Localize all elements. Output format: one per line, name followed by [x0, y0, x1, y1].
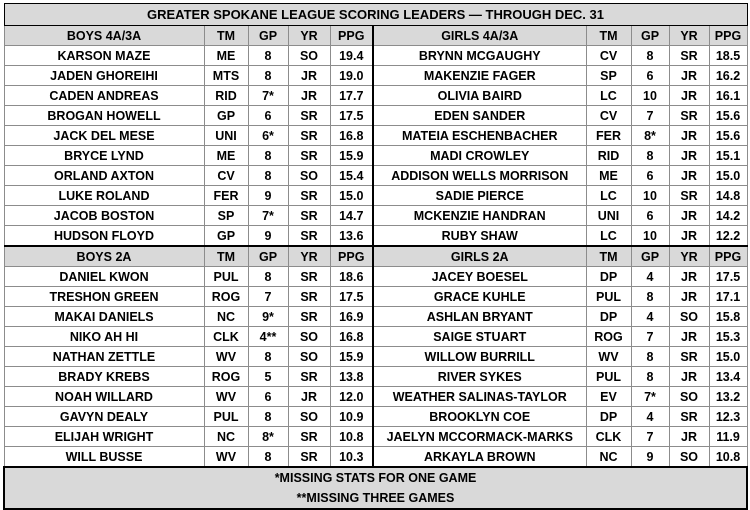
year: JR	[669, 146, 709, 166]
table-row	[4, 347, 747, 367]
column-header-gp: GP	[631, 26, 669, 46]
table-row	[4, 86, 747, 106]
year: SR	[288, 307, 330, 327]
footnote: *MISSING STATS FOR ONE GAME	[274, 471, 477, 485]
team: MTS	[204, 66, 248, 86]
division-name: GIRLS 2A	[373, 246, 586, 267]
year: SR	[288, 106, 330, 126]
team: SP	[204, 206, 248, 226]
table-row	[4, 226, 747, 247]
year: SR	[288, 186, 330, 206]
year: SR	[669, 186, 709, 206]
player-name: LUKE ROLAND	[4, 186, 204, 206]
team: ME	[204, 46, 248, 66]
team: FER	[586, 126, 631, 146]
points-per-game: 15.8	[709, 307, 747, 327]
games-played: 4	[631, 267, 669, 287]
team: FER	[204, 186, 248, 206]
year: SR	[288, 226, 330, 247]
year: JR	[288, 387, 330, 407]
column-header-ppg: PPG	[709, 26, 747, 46]
year: JR	[669, 427, 709, 447]
points-per-game: 16.8	[330, 327, 373, 347]
player-name: MCKENZIE HANDRAN	[373, 206, 586, 226]
team: NC	[204, 427, 248, 447]
column-header-yr: YR	[288, 26, 330, 46]
games-played: 6	[248, 387, 288, 407]
player-name: JAELYN MCCORMACK-MARKS	[373, 427, 586, 447]
column-header-ppg: PPG	[330, 246, 373, 267]
player-name: GAVYN DEALY	[4, 407, 204, 427]
games-played: 8	[248, 146, 288, 166]
games-played: 8	[248, 407, 288, 427]
year: SO	[669, 307, 709, 327]
year: SR	[288, 367, 330, 387]
points-per-game: 13.4	[709, 367, 747, 387]
player-name: HUDSON FLOYD	[4, 226, 204, 247]
games-played: 8	[631, 367, 669, 387]
year: SO	[288, 46, 330, 66]
points-per-game: 17.1	[709, 287, 747, 307]
section-header-row	[4, 26, 747, 46]
player-name: ELIJAH WRIGHT	[4, 427, 204, 447]
team: UNI	[204, 126, 248, 146]
year: JR	[669, 126, 709, 146]
player-name: NATHAN ZETTLE	[4, 347, 204, 367]
games-played: 9*	[248, 307, 288, 327]
team: PUL	[586, 287, 631, 307]
player-name: BRYNN MCGAUGHY	[373, 46, 586, 66]
games-played: 4	[631, 407, 669, 427]
team: ROG	[204, 367, 248, 387]
table-row	[4, 387, 747, 407]
player-name: BROGAN HOWELL	[4, 106, 204, 126]
footnotes	[4, 467, 747, 509]
year: SR	[669, 407, 709, 427]
year: SR	[669, 46, 709, 66]
team: CV	[204, 166, 248, 186]
games-played: 8*	[248, 427, 288, 447]
points-per-game: 15.1	[709, 146, 747, 166]
team: WV	[204, 447, 248, 468]
footnote: **MISSING THREE GAMES	[296, 491, 455, 505]
team: NC	[586, 447, 631, 468]
column-header-yr: YR	[669, 246, 709, 267]
column-header-ppg: PPG	[709, 246, 747, 267]
points-per-game: 15.9	[330, 146, 373, 166]
column-header-tm: TM	[204, 246, 248, 267]
table-row	[4, 307, 747, 327]
points-per-game: 17.5	[330, 106, 373, 126]
team: CV	[586, 106, 631, 126]
title-row	[4, 4, 747, 26]
year: SR	[288, 447, 330, 468]
table-row	[4, 46, 747, 66]
player-name: WILL BUSSE	[4, 447, 204, 468]
team: LC	[586, 226, 631, 247]
games-played: 8	[631, 287, 669, 307]
team: UNI	[586, 206, 631, 226]
team: WV	[204, 387, 248, 407]
games-played: 6	[248, 106, 288, 126]
column-header-gp: GP	[248, 246, 288, 267]
points-per-game: 19.0	[330, 66, 373, 86]
team: ME	[586, 166, 631, 186]
points-per-game: 15.4	[330, 166, 373, 186]
points-per-game: 10.3	[330, 447, 373, 468]
games-played: 6	[631, 66, 669, 86]
team: DP	[586, 307, 631, 327]
table-row	[4, 407, 747, 427]
player-name: ARKAYLA BROWN	[373, 447, 586, 468]
table-row	[4, 166, 747, 186]
games-played: 8	[248, 447, 288, 468]
player-name: GRACE KUHLE	[373, 287, 586, 307]
player-name: RIVER SYKES	[373, 367, 586, 387]
year: JR	[669, 206, 709, 226]
games-played: 8*	[631, 126, 669, 146]
games-played: 8	[631, 46, 669, 66]
points-per-game: 18.5	[709, 46, 747, 66]
year: SO	[288, 407, 330, 427]
games-played: 7*	[248, 206, 288, 226]
team: CV	[586, 46, 631, 66]
games-played: 4**	[248, 327, 288, 347]
table-row	[4, 367, 747, 387]
year: JR	[669, 367, 709, 387]
table-row	[4, 287, 747, 307]
year: JR	[669, 267, 709, 287]
points-per-game: 15.6	[709, 106, 747, 126]
year: SR	[288, 287, 330, 307]
player-name: WEATHER SALINAS-TAYLOR	[373, 387, 586, 407]
column-header-yr: YR	[288, 246, 330, 267]
player-name: JACOB BOSTON	[4, 206, 204, 226]
games-played: 7	[631, 106, 669, 126]
points-per-game: 10.9	[330, 407, 373, 427]
games-played: 6*	[248, 126, 288, 146]
year: JR	[669, 166, 709, 186]
team: SP	[586, 66, 631, 86]
table-row	[4, 206, 747, 226]
points-per-game: 12.3	[709, 407, 747, 427]
year: JR	[288, 66, 330, 86]
player-name: SADIE PIERCE	[373, 186, 586, 206]
table-row	[4, 327, 747, 347]
team: WV	[586, 347, 631, 367]
games-played: 8	[248, 66, 288, 86]
player-name: OLIVIA BAIRD	[373, 86, 586, 106]
games-played: 5	[248, 367, 288, 387]
team: LC	[586, 86, 631, 106]
team: EV	[586, 387, 631, 407]
games-played: 9	[631, 447, 669, 468]
table-row	[4, 146, 747, 166]
games-played: 8	[248, 267, 288, 287]
table-row	[4, 126, 747, 146]
table-row	[4, 427, 747, 447]
points-per-game: 13.2	[709, 387, 747, 407]
team: DP	[586, 267, 631, 287]
points-per-game: 15.9	[330, 347, 373, 367]
player-name: JACK DEL MESE	[4, 126, 204, 146]
player-name: BRYCE LYND	[4, 146, 204, 166]
table-row	[4, 66, 747, 86]
year: SO	[288, 327, 330, 347]
team: GP	[204, 106, 248, 126]
year: SO	[288, 347, 330, 367]
games-played: 9	[248, 226, 288, 247]
points-per-game: 15.0	[330, 186, 373, 206]
year: SR	[669, 347, 709, 367]
division-name: BOYS 2A	[4, 246, 204, 267]
year: SR	[288, 146, 330, 166]
games-played: 4	[631, 307, 669, 327]
table-row	[4, 186, 747, 206]
games-played: 8	[248, 347, 288, 367]
column-header-tm: TM	[586, 246, 631, 267]
year: SR	[288, 427, 330, 447]
team: DP	[586, 407, 631, 427]
team: ME	[204, 146, 248, 166]
player-name: WILLOW BURRILL	[373, 347, 586, 367]
player-name: MAKAI DANIELS	[4, 307, 204, 327]
games-played: 10	[631, 86, 669, 106]
games-played: 7	[248, 287, 288, 307]
year: SR	[288, 206, 330, 226]
year: SO	[669, 387, 709, 407]
year: SR	[288, 126, 330, 146]
points-per-game: 16.1	[709, 86, 747, 106]
team: LC	[586, 186, 631, 206]
player-name: ADDISON WELLS MORRISON	[373, 166, 586, 186]
player-name: JADEN GHOREIHI	[4, 66, 204, 86]
year: JR	[669, 327, 709, 347]
games-played: 10	[631, 226, 669, 247]
player-name: MATEIA ESCHENBACHER	[373, 126, 586, 146]
player-name: NIKO AH HI	[4, 327, 204, 347]
player-name: MADI CROWLEY	[373, 146, 586, 166]
points-per-game: 13.6	[330, 226, 373, 247]
points-per-game: 17.7	[330, 86, 373, 106]
year: SR	[288, 267, 330, 287]
player-name: EDEN SANDER	[373, 106, 586, 126]
points-per-game: 17.5	[330, 287, 373, 307]
team: ROG	[586, 327, 631, 347]
year: SO	[669, 447, 709, 468]
year: JR	[669, 86, 709, 106]
points-per-game: 13.8	[330, 367, 373, 387]
division-name: BOYS 4A/3A	[4, 26, 204, 46]
team: CLK	[586, 427, 631, 447]
section-header-row	[4, 246, 747, 267]
points-per-game: 10.8	[330, 427, 373, 447]
player-name: BRADY KREBS	[4, 367, 204, 387]
points-per-game: 14.7	[330, 206, 373, 226]
points-per-game: 14.2	[709, 206, 747, 226]
games-played: 10	[631, 186, 669, 206]
points-per-game: 16.9	[330, 307, 373, 327]
games-played: 8	[248, 46, 288, 66]
player-name: BROOKLYN COE	[373, 407, 586, 427]
games-played: 8	[248, 166, 288, 186]
player-name: KARSON MAZE	[4, 46, 204, 66]
team: CLK	[204, 327, 248, 347]
team: GP	[204, 226, 248, 247]
column-header-gp: GP	[631, 246, 669, 267]
games-played: 8	[631, 347, 669, 367]
year: JR	[669, 66, 709, 86]
player-name: ORLAND AXTON	[4, 166, 204, 186]
year: JR	[288, 86, 330, 106]
points-per-game: 12.0	[330, 387, 373, 407]
points-per-game: 19.4	[330, 46, 373, 66]
points-per-game: 15.0	[709, 347, 747, 367]
team: ROG	[204, 287, 248, 307]
year: JR	[669, 226, 709, 247]
team: PUL	[586, 367, 631, 387]
points-per-game: 15.3	[709, 327, 747, 347]
points-per-game: 17.5	[709, 267, 747, 287]
division-name: GIRLS 4A/3A	[373, 26, 586, 46]
games-played: 6	[631, 166, 669, 186]
team: PUL	[204, 407, 248, 427]
sheet-title: GREATER SPOKANE LEAGUE SCORING LEADERS — THROUGH DEC. 31	[4, 4, 747, 26]
points-per-game: 14.8	[709, 186, 747, 206]
points-per-game: 16.2	[709, 66, 747, 86]
year: JR	[669, 287, 709, 307]
column-header-gp: GP	[248, 26, 288, 46]
points-per-game: 16.8	[330, 126, 373, 146]
games-played: 7*	[248, 86, 288, 106]
player-name: NOAH WILLARD	[4, 387, 204, 407]
team: PUL	[204, 267, 248, 287]
games-played: 7	[631, 427, 669, 447]
column-header-tm: TM	[204, 26, 248, 46]
team: NC	[204, 307, 248, 327]
team: RID	[586, 146, 631, 166]
table-row	[4, 106, 747, 126]
player-name: SAIGE STUART	[373, 327, 586, 347]
points-per-game: 18.6	[330, 267, 373, 287]
points-per-game: 11.9	[709, 427, 747, 447]
player-name: RUBY SHAW	[373, 226, 586, 247]
team: RID	[204, 86, 248, 106]
player-name: ASHLAN BRYANT	[373, 307, 586, 327]
games-played: 7*	[631, 387, 669, 407]
year: SR	[669, 106, 709, 126]
player-name: CADEN ANDREAS	[4, 86, 204, 106]
points-per-game: 10.8	[709, 447, 747, 468]
points-per-game: 15.6	[709, 126, 747, 146]
games-played: 7	[631, 327, 669, 347]
games-played: 6	[631, 206, 669, 226]
player-name: MAKENZIE FAGER	[373, 66, 586, 86]
year: SO	[288, 166, 330, 186]
points-per-game: 12.2	[709, 226, 747, 247]
points-per-game: 15.0	[709, 166, 747, 186]
table-row	[4, 447, 747, 468]
table-row	[4, 267, 747, 287]
footnotes-row	[4, 467, 747, 509]
scoring-leaders-table	[3, 3, 748, 510]
games-played: 8	[631, 146, 669, 166]
team: WV	[204, 347, 248, 367]
column-header-tm: TM	[586, 26, 631, 46]
games-played: 9	[248, 186, 288, 206]
player-name: TRESHON GREEN	[4, 287, 204, 307]
player-name: JACEY BOESEL	[373, 267, 586, 287]
column-header-yr: YR	[669, 26, 709, 46]
player-name: DANIEL KWON	[4, 267, 204, 287]
column-header-ppg: PPG	[330, 26, 373, 46]
